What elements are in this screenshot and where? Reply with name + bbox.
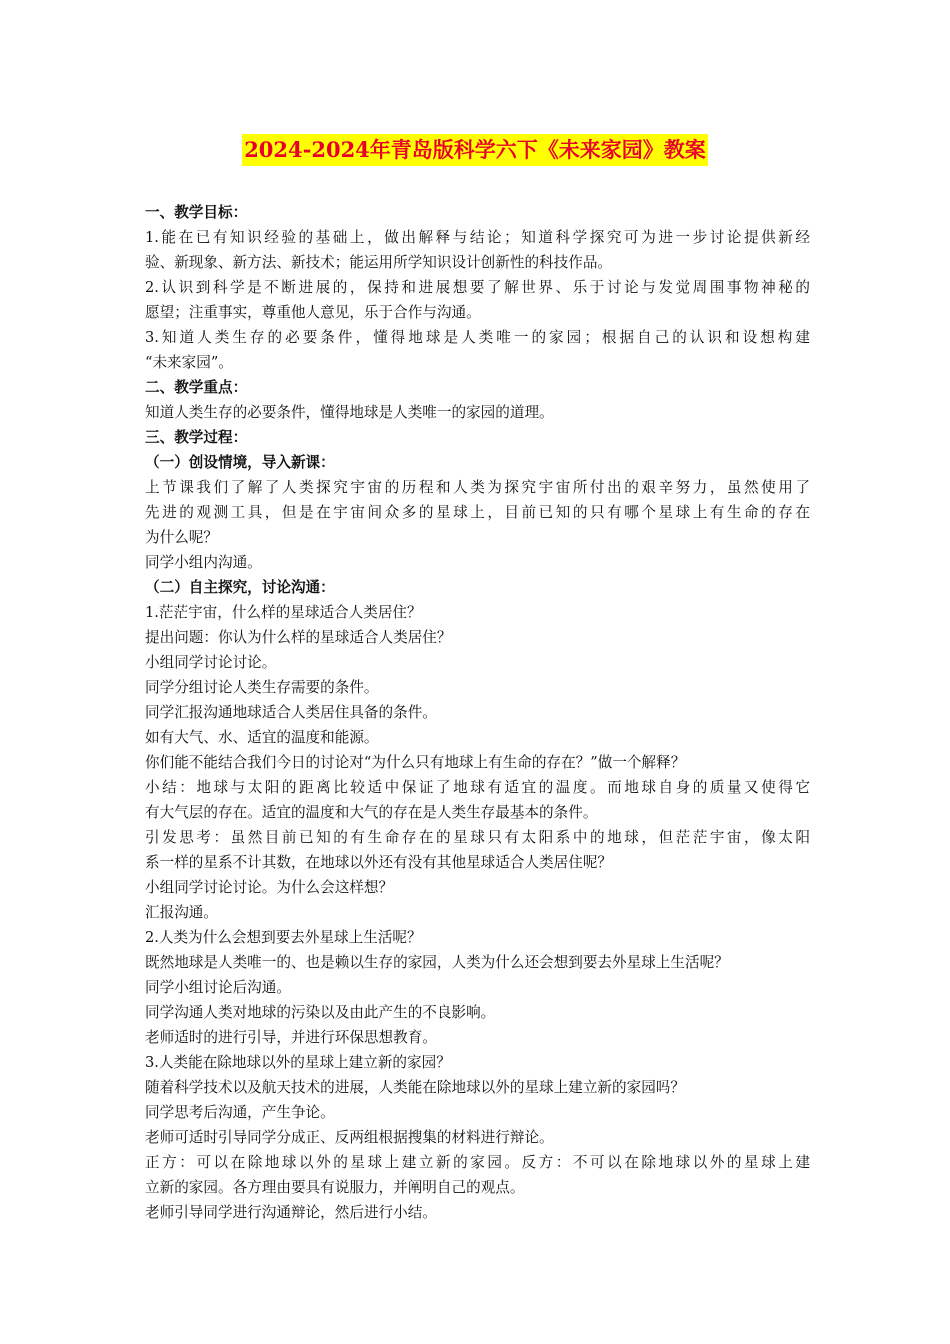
body-line: 1.茫茫宇宙，什么样的星球适合人类居住？ — [145, 604, 422, 621]
body-line: 同学思考后沟通，产生争论。 — [145, 1104, 335, 1121]
body-line: 2.人类为什么会想到要去外星球上生活呢？ — [145, 929, 422, 946]
section-heading: （一）创设情境，导入新课： — [145, 454, 335, 471]
body-line: “未来家园”。 — [145, 354, 233, 371]
body-line: 随着科学技术以及航天技术的进展，人类能在除地球以外的星球上建立新的家园吗？ — [145, 1079, 685, 1096]
body-line: 2.认识到科学是不断进展的，保持和进展想要了解世界、乐于讨论与发觉周围事物神秘的 — [145, 279, 810, 296]
body-line: 小组同学讨论讨论。 — [145, 654, 277, 671]
body-line: 同学沟通人类对地球的污染以及由此产生的不良影响。 — [145, 1004, 496, 1021]
body-line: 为什么呢？ — [145, 529, 218, 546]
section-heading: 二、教学重点： — [145, 379, 248, 396]
body-line: 小组同学讨论讨论。为什么会这样想？ — [145, 879, 394, 896]
body-line: 上节课我们了解了人类探究宇宙的历程和人类为探究宇宙所付出的艰辛努力，虽然使用了 — [145, 479, 810, 496]
body-line: 知道人类生存的必要条件，懂得地球是人类唯一的家园的道理。 — [145, 404, 554, 421]
body-line: 如有大气、水、适宜的温度和能源。 — [145, 729, 379, 746]
body-line: 同学小组内沟通。 — [145, 554, 262, 571]
body-line: 老师可适时引导同学分成正、反两组根据搜集的材料进行辩论。 — [145, 1129, 554, 1146]
body-line: 3.知道人类生存的必要条件，懂得地球是人类唯一的家园；根据自己的认识和设想构建 — [145, 329, 810, 346]
body-line: 1.能在已有知识经验的基础上，做出解释与结论；知道科学探究可为进一步讨论提供新经 — [145, 229, 810, 246]
body-line: 小结：地球与太阳的距离比较适中保证了地球有适宜的温度。而地球自身的质量又使得它 — [145, 779, 810, 796]
section-heading: 一、教学目标： — [145, 204, 248, 221]
section-heading: 三、教学过程： — [145, 429, 248, 446]
body-line: 先进的观测工具，但是在宇宙间众多的星球上，目前已知的只有哪个星球上有生命的存在 — [145, 504, 810, 521]
body-line: 同学汇报沟通地球适合人类居住具备的条件。 — [145, 704, 437, 721]
body-line: 验、新现象、新方法、新技术；能运用所学知识设计创新性的科技作品。 — [145, 254, 613, 271]
section-heading: （二）自主探究，讨论沟通： — [145, 579, 335, 596]
document-title: 2024-2024年青岛版科学六下《未来家园》教案 — [242, 134, 708, 166]
body-line: 老师适时的进行引导，并进行环保思想教育。 — [145, 1029, 437, 1046]
body-line: 立新的家园。各方理由要具有说服力，并阐明自己的观点。 — [145, 1179, 525, 1196]
body-line: 既然地球是人类唯一的、也是赖以生存的家园，人类为什么还会想到要去外星球上生活呢？ — [145, 954, 729, 971]
body-line: 你们能不能结合我们今日的讨论对“为什么只有地球上有生命的存在？”做一个解释？ — [145, 754, 686, 771]
body-line: 汇报沟通。 — [145, 904, 218, 921]
body-line: 3.人类能在除地球以外的星球上建立新的家园？ — [145, 1054, 451, 1071]
body-line: 正方：可以在除地球以外的星球上建立新的家园。反方：不可以在除地球以外的星球上建 — [145, 1154, 810, 1171]
document-body — [145, 200, 810, 1225]
body-line: 同学小组讨论后沟通。 — [145, 979, 291, 996]
body-line: 引发思考：虽然目前已知的有生命存在的星球只有太阳系中的地球，但茫茫宇宙，像太阳 — [145, 829, 810, 846]
body-line: 系一样的星系不计其数，在地球以外还有没有其他星球适合人类居住呢？ — [145, 854, 613, 871]
body-line: 有大气层的存在。适宜的温度和大气的存在是人类生存最基本的条件。 — [145, 804, 598, 821]
body-line: 同学分组讨论人类生存需要的条件。 — [145, 679, 379, 696]
body-line: 提出问题：你认为什么样的星球适合人类居住？ — [145, 629, 452, 646]
body-line: 老师引导同学进行沟通辩论，然后进行小结。 — [145, 1204, 437, 1221]
title-container — [0, 134, 950, 166]
body-line: 愿望；注重事实，尊重他人意见，乐于合作与沟通。 — [145, 304, 481, 321]
